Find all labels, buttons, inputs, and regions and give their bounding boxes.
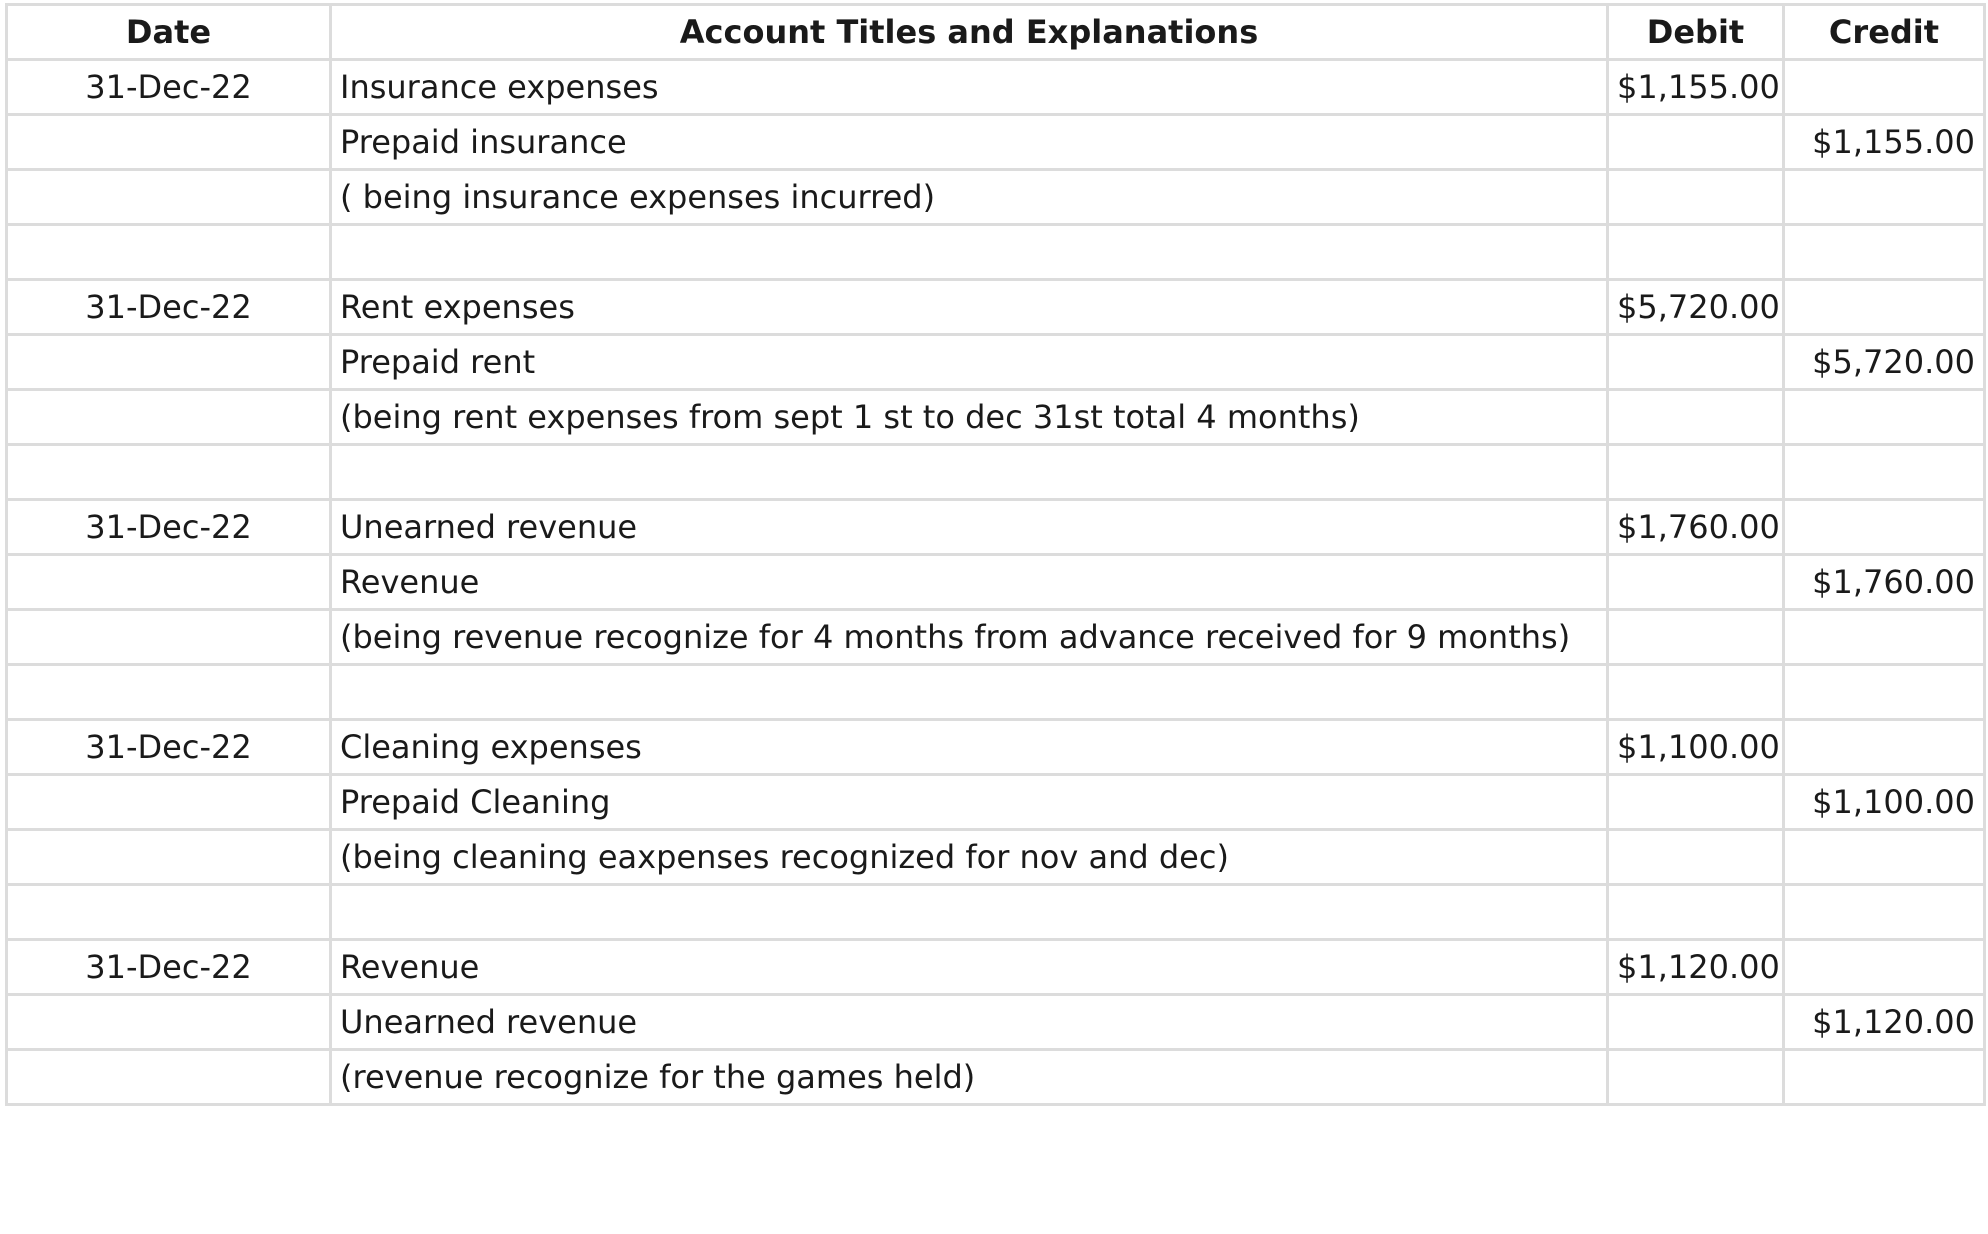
- date-header: Date: [7, 5, 331, 60]
- journal-debit-row: [7, 280, 1985, 335]
- date-empty: [7, 555, 331, 610]
- credit-account: Prepaid rent: [331, 335, 1608, 390]
- date-empty: [7, 1050, 331, 1105]
- explanation: ( being insurance expenses incurred): [331, 170, 1608, 225]
- debit-account: Cleaning expenses: [331, 720, 1608, 775]
- explanation: (being revenue recognize for 4 months from advance received for 9 months): [331, 610, 1608, 665]
- debit-amount-empty: [1608, 555, 1784, 610]
- entry-date: 31-Dec-22: [7, 280, 331, 335]
- credit-header: Credit: [1784, 5, 1985, 60]
- journal-debit-row: [7, 720, 1985, 775]
- debit-account: Unearned revenue: [331, 500, 1608, 555]
- journal-explanation-row: [7, 830, 1985, 885]
- credit-amount: $1,120.00: [1784, 995, 1985, 1050]
- credit-amount: $5,720.00: [1784, 335, 1985, 390]
- journal-explanation-row: [7, 170, 1985, 225]
- debit-amount-empty: [1608, 390, 1784, 445]
- debit-amount-empty: [1608, 115, 1784, 170]
- date-empty: [7, 830, 331, 885]
- credit-amount-empty: [1784, 720, 1985, 775]
- credit-amount: $1,155.00: [1784, 115, 1985, 170]
- credit-amount-empty: [1784, 610, 1985, 665]
- spacer-row: [7, 665, 1985, 720]
- journal-debit-row: [7, 60, 1985, 115]
- date-empty: [7, 775, 331, 830]
- date-empty: [7, 115, 331, 170]
- debit-amount-empty: [1608, 610, 1784, 665]
- debit-amount: $1,120.00: [1608, 940, 1784, 995]
- entry-date: 31-Dec-22: [7, 720, 331, 775]
- account-header: Account Titles and Explanations: [331, 5, 1608, 60]
- credit-amount-empty: [1784, 1050, 1985, 1105]
- date-empty: [7, 335, 331, 390]
- journal-credit-row: [7, 335, 1985, 390]
- journal-debit-row: [7, 940, 1985, 995]
- credit-amount-empty: [1784, 390, 1985, 445]
- entry-date: 31-Dec-22: [7, 940, 331, 995]
- debit-amount: $1,100.00: [1608, 720, 1784, 775]
- date-empty: [7, 610, 331, 665]
- header-row: [7, 5, 1985, 60]
- debit-account: Rent expenses: [331, 280, 1608, 335]
- journal-credit-row: [7, 115, 1985, 170]
- journal-debit-row: [7, 500, 1985, 555]
- credit-amount-empty: [1784, 280, 1985, 335]
- journal-credit-row: [7, 775, 1985, 830]
- credit-amount-empty: [1784, 60, 1985, 115]
- date-empty: [7, 390, 331, 445]
- debit-amount-empty: [1608, 775, 1784, 830]
- explanation: (being cleaning eaxpenses recognized for nov and dec): [331, 830, 1608, 885]
- journal-explanation-row: [7, 1050, 1985, 1105]
- debit-amount-empty: [1608, 995, 1784, 1050]
- debit-header: Debit: [1608, 5, 1784, 60]
- spacer-row: [7, 885, 1985, 940]
- debit-amount-empty: [1608, 1050, 1784, 1105]
- debit-amount-empty: [1608, 335, 1784, 390]
- credit-account: Prepaid insurance: [331, 115, 1608, 170]
- credit-account: Revenue: [331, 555, 1608, 610]
- debit-amount: $5,720.00: [1608, 280, 1784, 335]
- credit-account: Unearned revenue: [331, 995, 1608, 1050]
- debit-amount: $1,760.00: [1608, 500, 1784, 555]
- explanation: (being rent expenses from sept 1 st to dec 31st total 4 months): [331, 390, 1608, 445]
- debit-account: Insurance expenses: [331, 60, 1608, 115]
- spacer-row: [7, 445, 1985, 500]
- journal-entries-table: [5, 3, 1986, 1106]
- debit-amount: $1,155.00: [1608, 60, 1784, 115]
- entry-date: 31-Dec-22: [7, 500, 331, 555]
- journal-container: [5, 3, 1986, 1106]
- entry-date: 31-Dec-22: [7, 60, 331, 115]
- credit-amount-empty: [1784, 940, 1985, 995]
- debit-account: Revenue: [331, 940, 1608, 995]
- credit-amount: $1,760.00: [1784, 555, 1985, 610]
- date-empty: [7, 170, 331, 225]
- debit-amount-empty: [1608, 830, 1784, 885]
- debit-amount-empty: [1608, 170, 1784, 225]
- spacer-row: [7, 225, 1985, 280]
- explanation: (revenue recognize for the games held): [331, 1050, 1608, 1105]
- journal-explanation-row: [7, 390, 1985, 445]
- date-empty: [7, 995, 331, 1050]
- journal-credit-row: [7, 555, 1985, 610]
- credit-amount-empty: [1784, 830, 1985, 885]
- credit-amount: $1,100.00: [1784, 775, 1985, 830]
- journal-credit-row: [7, 995, 1985, 1050]
- credit-amount-empty: [1784, 500, 1985, 555]
- journal-explanation-row: [7, 610, 1985, 665]
- credit-account: Prepaid Cleaning: [331, 775, 1608, 830]
- credit-amount-empty: [1784, 170, 1985, 225]
